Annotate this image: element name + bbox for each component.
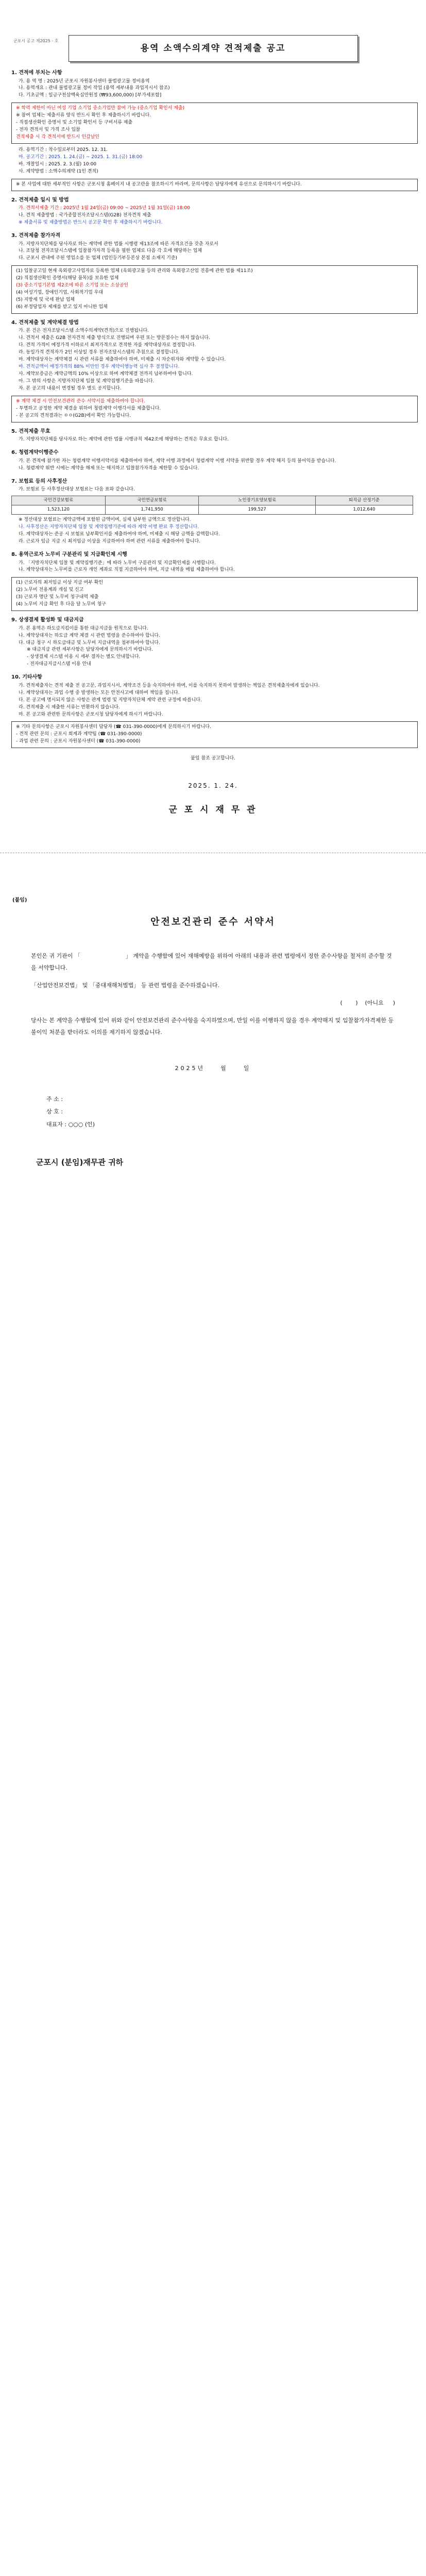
box-line: (3) 근로자 명단 및 노무비 청구내역 제출 — [16, 595, 99, 600]
list-item: 다. 대금 청구 시 하도급대금 및 노무비 지급내역을 첨부하여야 합니다. — [19, 640, 160, 646]
table-cell: 1,523,120 — [12, 505, 106, 515]
pledge-paragraph: 당사는 본 계약을 수행함에 있어 위와 같이 안전보건관리 준수사항을 숙지하였으며, 만일 이를 이행하지 않을 경우 계약해지 및 입찰참가자격제한 등 불이익 처분을 받더라도 이의를 제기하지 않겠습니다. — [31, 1016, 394, 1036]
list-item: 나. 청렴계약 위반 시에는 계약을 해제 또는 해지하고 입찰참가자격을 제한할 수 있습니다. — [19, 465, 199, 471]
list-item: ※ 대금지급 관련 세부사항은 담당자에게 문의하시기 바랍니다. — [27, 647, 153, 653]
check-yes: ( ) — [340, 999, 358, 1006]
section-heading: 6. 청렴계약이행준수 — [11, 450, 59, 456]
box-line: ※ 본 사업에 대한 세부적인 사항은 군포시청 홈페이지 내 공고란을 참조하시기 바라며, 문의사항은 담당자에게 유선으로 문의하시기 바랍니다. — [16, 181, 302, 187]
list-item: 사. 계약방법 : 소액수의계약 (1인 견적) — [19, 168, 98, 174]
box-line: ※ 계약 체결 시 안전보건관리 준수 서약서를 제출하여야 합니다. — [16, 398, 145, 404]
list-item: 아. 그 밖의 사항은 지방자치단체 입찰 및 계약집행기준을 따릅니다. — [19, 379, 155, 384]
notice-box — [11, 179, 418, 191]
list-item: 사. 계약보증금은 계약금액의 10% 이상으로 하며 계약체결 전까지 납부하여야 합니다. — [19, 371, 193, 377]
box-line: ※ 참여 업체는 제출서류 양식 반드시 확인 후 제출하시기 바랍니다. — [16, 113, 151, 118]
list-item: 마. 계약대상자는 계약체결 시 관련 서류를 제출하여야 하며, 미제출 시 차순위자와 계약할 수 있습니다. — [19, 357, 226, 363]
table-header: 노인장기요양보험료 — [199, 496, 316, 505]
box-line: (4) 여성기업, 장애인기업, 사회적기업 우대 — [16, 290, 104, 296]
list-item: 라. 동일가격 견적자가 2인 이상일 경우 전자조달시스템의 추첨으로 결정합니다. — [19, 350, 180, 355]
section-heading: 10. 기타사항 — [11, 674, 42, 681]
list-item: 나. 견적서 제출은 G2B 전자견적 제출 방식으로 진행되며 우편 또는 방문접수는 하지 않습니다. — [19, 335, 210, 341]
attachment-label: (붙임) — [12, 897, 27, 904]
list-item: 라. 근로자 임금 지급 시 최저임금 이상을 지급하여야 하며 관련 서류를 제출하여야 합니다. — [19, 539, 201, 545]
box-line: 견적제출 시 각 견적서에 반드시 인감날인 — [16, 134, 100, 140]
box-line: (5) 지방세 및 국세 완납 업체 — [16, 297, 75, 303]
list-item: 나. 사후정산은 지방자치단체 입찰 및 계약집행기준에 따라 계약 이행 완료 후 정산합니다. — [19, 524, 199, 530]
section-heading: 1. 견적에 부치는 사항 — [11, 70, 62, 76]
box-line: - 전자 견적서 및 가격 조사 입찰 — [16, 127, 80, 133]
section-9 — [11, 616, 415, 668]
list-item: 나. 용역개요 : 관내 불법광고물 정비 작업 (용역 세부내용 과업지시서 참조) — [19, 86, 170, 91]
box-line: (2) 직접생산확인 증명서(해당 품목)를 보유한 업체 — [16, 276, 119, 281]
list-item: 가. 보험료 등 사후정산대상 보험료는 다음 표와 같습니다. — [19, 487, 135, 492]
list-item: 가. 견적서제출 기간 : 2025년 1월 24일(금) 09:00 ~ 2025년 1월 31일(금) 18:00 — [19, 206, 190, 211]
table-header: 퇴직금 산정기준 — [315, 496, 413, 505]
list-item: 가. 본 견적에 참가한 자는 청렴계약 이행서약서를 제출하여야 하며, 계약 이행 과정에서 청렴계약 이행 서약을 위반할 경우 계약 해지 등의 불이익을 받습니다. — [19, 458, 336, 464]
list-item: - 상생결제 시스템 이용 시 세부 절차는 별도 안내합니다. — [27, 654, 141, 660]
box-line: ※ 학력 제한이 아닌 여성 기업 소기업 중소기업만 참여 가능 (중소기업 확인서 제출) — [16, 106, 185, 111]
page-bottom-space — [0, 1168, 426, 1282]
section-heading: 7. 보험료 등의 사후정산 — [11, 478, 67, 484]
title-box — [69, 35, 358, 62]
signature-line: 상 호 : — [46, 1108, 63, 1115]
list-item: 마. 본 공고와 관련한 문의사항은 군포시청 담당자에게 하시기 바랍니다. — [19, 711, 163, 717]
section-heading: 9. 상생결제 활성화 및 대금지급 — [11, 617, 84, 623]
box-line: (3) 중소기업기본법 제2조에 따른 소기업 또는 소상공인 — [16, 283, 129, 289]
notice-end — [11, 755, 415, 762]
insurance-table — [11, 496, 413, 515]
list-item: ※ 제출서류 및 제출방법은 반드시 공고문 확인 후 제출하시기 바랍니다. — [19, 220, 163, 226]
table-header-row — [12, 496, 413, 505]
pledge-title: 안전보건관리 준수 서약서 — [150, 916, 276, 927]
section-heading: 8. 용역근로자 노무비 구분관리 및 지급확인제 시행 — [11, 552, 127, 558]
list-item: 가. 본 용역은 하도급지킴이를 통한 대금지급을 원칙으로 합니다. — [19, 625, 148, 631]
notice-box — [11, 103, 418, 144]
list-item: 가. 「지방자치단체 입찰 및 계약집행기준」에 따라 노무비 구분관리 및 지급확인제를 시행합니다. — [19, 560, 216, 566]
box-line: - 직접생산확인 증명서 및 소기업 확인서 등 구비서류 제출 — [16, 120, 133, 126]
list-item: 나. 계약상대자는 하도급 계약 체결 시 관련 법령을 준수하여야 합니다. — [19, 633, 160, 638]
table-header: 국민연금보험료 — [105, 496, 199, 505]
list-item: - 전자대금지급시스템 이용 안내 — [27, 662, 91, 667]
list-item: ※ 정산대상 보험료는 계약금액에 포함된 금액이며, 실제 납부한 금액으로 정산합니다. — [19, 517, 191, 523]
box-line: - 과업 관련 문의 : 군포시 자원봉사센터 (☎ 031-390-0000) — [16, 739, 141, 744]
list-item: 자. 본 공고의 내용이 변경될 경우 별도 공지합니다. — [19, 385, 122, 391]
box-line: (4) 노무비 지급 확인 후 다음 달 노무비 청구 — [16, 602, 106, 607]
table-header: 국민건강보험료 — [12, 496, 106, 505]
wage-box — [11, 577, 418, 611]
box-line: (1) 근로자의 최저임금 이상 지급 여부 확인 — [16, 580, 104, 586]
document-number: 군포시 공고 제2025 - 호 — [13, 39, 59, 43]
pledge-date: 2025년 월 일 — [175, 1065, 251, 1072]
section-7-notes — [11, 517, 415, 546]
pledge-paragraph: 본인은 귀 기관이 「 」 계약을 수행함에 있어 재해예방을 위하여 아래의 내용과 관련 법령에서 정한 준수사항을 철저히 준수할 것을 서약합니다. — [31, 952, 392, 971]
section-10 — [11, 673, 415, 718]
box-line: (6) 부정당업자 제재를 받고 있지 아니한 업체 — [16, 304, 108, 310]
pledge-paragraph: 「산업안전보건법」 및 「중대재해처벌법」 등 관련 법령을 준수하겠습니다. — [31, 981, 220, 989]
box-line: ※ 기타 문의사항은 군포시 자원봉사센터 담당자 (☎ 031-390-0000)에게 문의하시기 바랍니다. — [16, 724, 211, 730]
signature-block — [46, 1093, 426, 1131]
notice-end-text: 붙임 참조 공고합니다. — [191, 756, 235, 761]
section-6 — [11, 449, 415, 472]
contract-notice-box — [11, 396, 418, 422]
contact-box — [11, 721, 418, 748]
list-item: 가. 지방자치단체를 당사자로 하는 계약에 관한 법률 시행령 제13조에 따른 자격요건을 갖춘 자로서 — [19, 241, 218, 247]
section-7 — [11, 478, 415, 494]
table-cell: 1,012,640 — [315, 505, 413, 515]
check-no: (아니요 ) — [365, 999, 395, 1006]
section-5 — [11, 428, 415, 444]
issuing-org: 군 포 시 재 무 관 — [168, 804, 258, 815]
list-item: 가. 견적제출자는 견적 제출 전 공고문, 과업지시서, 계약조건 등을 숙지하여야 하며, 이를 숙지하지 못하여 발생하는 책임은 견적제출자에게 있습니다. — [19, 683, 320, 688]
section-4 — [11, 319, 415, 393]
section-heading: 4. 견적제출 및 계약체결 방법 — [11, 319, 79, 326]
section-3 — [11, 232, 415, 262]
list-item: 다. 군포시 관내에 주된 영업소를 둔 업체 (법인등기부등본상 본점 소재지 기준) — [19, 256, 178, 261]
box-line: - 투명하고 공정한 계약 체결을 위하여 청렴계약 이행각서를 제출합니다. — [16, 405, 161, 411]
list-item: 다. 계약대상자는 준공 시 보험료 납부확인서를 제출하여야 하며, 미제출 시 해당 금액을 감액합니다. — [19, 532, 220, 537]
list-item: 바. 개찰일시 : 2025. 2. 3.(월) 10:00 — [19, 161, 97, 167]
list-item: 다. 기초금액 : 일금구천삼백육십만원정 (₩93,600,000) [부가세포함] — [19, 93, 162, 98]
list-item: 바. 견적금액이 예정가격의 88% 미만인 경우 계약이행능력 심사 후 결정합니다. — [19, 364, 180, 370]
section-heading: 3. 견적제출 참가자격 — [11, 233, 60, 239]
table-cell: 1,741,950 — [105, 505, 199, 515]
pledge-body — [31, 950, 395, 1039]
notice-date: 2025. 1. 24. — [188, 782, 238, 790]
list-item: 나. 계약상대자는 노무비를 근로자 개인 계좌로 직접 지급하여야 하며, 지급 내역을 매월 제출하여야 합니다. — [19, 567, 235, 573]
section-2 — [11, 196, 415, 227]
box-line: (1) 입찰공고일 현재 옥외광고사업자로 등록한 업체 (옥외광고물 등의 관리와 옥외광고산업 진흥에 관한 법률 제11조) — [16, 268, 253, 274]
notice-page — [0, 35, 426, 1282]
list-item: 다. 견적 가격이 예정가격 이하로서 최저가격으로 견적한 자를 계약대상자로 결정합니다. — [19, 343, 196, 348]
signature-line: 대표자 : ○○○ (인) — [46, 1121, 95, 1128]
list-item: 나. 조달청 전자조달시스템에 입찰참가자격 등록을 필한 업체로 다음 각 호에 해당하는 업체 — [19, 248, 202, 254]
list-item: 다. 본 공고에 명시되지 않은 사항은 관계 법령 및 지방자치단체 계약 관련 규정에 따릅니다. — [19, 697, 202, 703]
pledge-check — [31, 997, 395, 1009]
list-item: 나. 계약상대자는 과업 수행 중 발생하는 모든 안전사고에 대하여 책임을 집니다. — [19, 690, 180, 696]
page-title: 용역 소액수의계약 견적제출 공고 — [140, 43, 286, 54]
eligibility-box — [11, 265, 418, 314]
list-item: 가. 지방자치단체를 당사자로 하는 계약에 관한 법률 시행규칙 제42조에 해당하는 견적은 무효로 합니다. — [19, 437, 229, 443]
table-row — [12, 505, 413, 515]
table-cell: 199,527 — [199, 505, 316, 515]
box-line: - 본 공고의 견적결과는 ㅇㅇ(G2B)에서 확인 가능합니다. — [16, 413, 131, 418]
section-heading: 2. 견적제출 일시 및 방법 — [11, 197, 69, 203]
list-item: 가. 용 역 명 : 2025년 군포시 자원봉사센터 불법광고물 정비용역 — [19, 78, 150, 84]
section-heading: 5. 견적제출 무효 — [11, 428, 50, 434]
signature-line: 주 소 : — [46, 1096, 63, 1103]
list-item: 마. 공고기간 : 2025. 1. 24.(금) ~ 2025. 1. 31.(금) 18:00 — [19, 154, 143, 160]
list-item: 나. 견적 제출방법 : 국가종합전자조달시스템(G2B) 전자견적 제출 — [19, 213, 151, 218]
box-line: - 견적 관련 문의 : 군포시 회계과 계약팀 (☎ 031-390-0000) — [16, 732, 142, 737]
box-line: (2) 노무비 전용계좌 개설 및 신고 — [16, 587, 84, 593]
list-item: 라. 견적제출 시 제출한 서류는 반환하지 않습니다. — [19, 704, 120, 710]
section-1-cont — [11, 147, 415, 176]
list-item: 가. 본 건은 전자조달시스템 소액수의계약(견적)으로 진행됩니다. — [19, 328, 149, 334]
pledge-recipient: 군포시 (분임)재무관 귀하 — [36, 1157, 124, 1167]
list-item: 라. 용역기간 : 착수일로부터 2025. 12. 31. — [19, 147, 108, 152]
section-8 — [11, 551, 415, 574]
section-1 — [11, 69, 415, 99]
